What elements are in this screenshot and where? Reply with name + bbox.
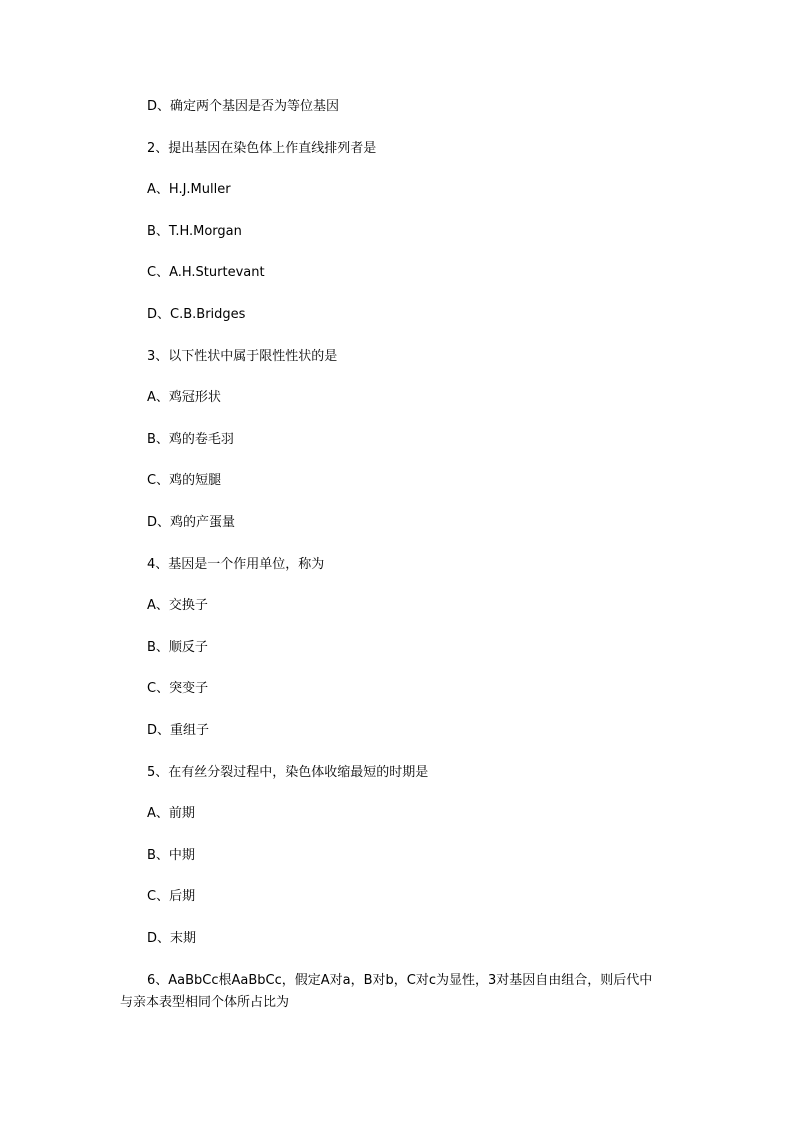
option-c-q4: C、突变子 xyxy=(147,681,209,696)
option-a-q5: A、前期 xyxy=(147,806,195,821)
question-2: 2、提出基因在染色体上作直线排列者是 xyxy=(147,141,377,156)
option-b-q3: B、鸡的卷毛羽 xyxy=(147,432,234,447)
option-d-q5: D、末期 xyxy=(147,931,197,946)
option-d-q3: D、鸡的产蛋量 xyxy=(147,515,236,530)
question-4: 4、基因是一个作用单位，称为 xyxy=(147,557,325,572)
option-a-q3: A、鸡冠形状 xyxy=(147,390,221,405)
option-a-q2: A、H.J.Muller xyxy=(147,182,231,197)
question-6: 6、AaBbCc根AaBbCc，假定A对a，B对b，C对c为显性，3对基因自由组合，则后代中与亲本表型相同个体所占比为 xyxy=(120,973,653,1010)
option-d-q2: D、C.B.Bridges xyxy=(147,307,246,322)
option-c-q5: C、后期 xyxy=(147,889,196,904)
option-b-q5: B、中期 xyxy=(147,848,195,863)
option-a-q4: A、交换子 xyxy=(147,598,208,613)
option-d-q1: D、确定两个基因是否为等位基因 xyxy=(147,99,340,114)
question-3: 3、以下性状中属于限性性状的是 xyxy=(147,349,338,364)
option-b-q4: B、顺反子 xyxy=(147,640,208,655)
option-c-q2: C、A.H.Sturtevant xyxy=(147,265,265,280)
question-5: 5、在有丝分裂过程中，染色体收缩最短的时期是 xyxy=(147,765,429,780)
option-d-q4: D、重组子 xyxy=(147,723,210,738)
option-b-q2: B、T.H.Morgan xyxy=(147,224,242,239)
option-c-q3: C、鸡的短腿 xyxy=(147,473,222,488)
